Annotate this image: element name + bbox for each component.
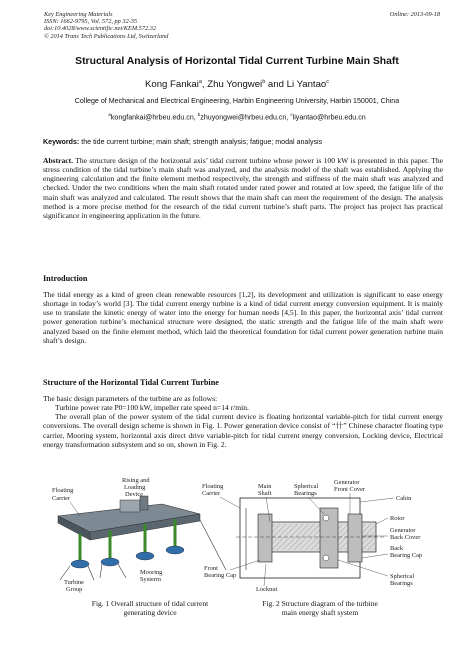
author-list: Kong Fankai$^a$, Zhu Yongwei$^b$ and Li Yantao$^c$ [144, 79, 330, 91]
abstract-label: Abstract. [43, 156, 73, 165]
structure-para-2: Turbine power rate P0=100 kW, impeller rate speed n=14 r/min. [55, 403, 249, 413]
structure-para-1: The basic design parameters of the turbine are as follows: [43, 394, 218, 403]
email-list: $^a$kongfankai@hrbeu.edu.cn, $^b$zhuyongwei@hrbeu.edu.cn, $^c$liyantao@hrbeu.edu.cn [108, 112, 366, 122]
label-cabin: Cabin [396, 495, 412, 502]
label-floating-carrier: Floating [202, 483, 224, 490]
affiliation: College of Mechanical and Electrical Engineering, Harbin Engineering University, Harbin 150001, China [74, 97, 400, 105]
structure-section [43, 394, 443, 449]
label-front-bearing-cap-2: Bearing Cap [204, 572, 237, 579]
author-name: Li Yantao [286, 79, 327, 91]
figure-1-caption-line-2: generating device [123, 608, 177, 617]
figure-2-caption [240, 599, 400, 617]
label-spherical-bearings-bottom: Spherical [390, 573, 415, 580]
copyright: © 2014 Trans Tech Publications Ltd, Switzerland [44, 32, 169, 40]
email-link[interactable]: zhuyongwei@hrbeu.edu.cn [200, 113, 287, 122]
label-generator-front-cover-2: Front Cover [334, 486, 366, 493]
shaft-drawing [236, 498, 384, 578]
label-turbine-group: Turbine [64, 579, 85, 586]
label-floating-carrier-2: Carrier [52, 495, 71, 502]
journal-header [44, 11, 440, 40]
email-link[interactable]: liyantao@hrbeu.edu.cn [292, 113, 366, 122]
author-name: Zhu Yongwei [207, 79, 263, 91]
label-generator-back-cover: Generator [390, 527, 416, 534]
email-sup: c [290, 112, 293, 117]
keywords [43, 138, 443, 146]
label-mooring-system: Mooring [140, 569, 163, 576]
label-rising-device: Rising and [122, 477, 150, 484]
keywords-label: Keywords: [43, 138, 80, 146]
label-floating-carrier-2: Carrier [202, 490, 221, 497]
structure-heading: Structure of the Horizontal Tidal Current Turbine [43, 378, 219, 387]
structure-para-3: The overall plan of the power system of the tidal current device is floating horizontal variable-pitch for tidal current energy conversions. The overall design scheme is shown in Fig. 1. Power generation device consist of “卄” Chinese character floating type carrier, Mooring system, horizontal axis direct drive variable-pitch for tidal current energy conversion, Locking device, Electrical energy transformation subsystem and so on, shown in Fig. 2. [43, 412, 443, 449]
author-sup: b [262, 79, 266, 85]
label-rising-device-3: Device [125, 491, 144, 498]
label-main-shaft-2: Shaft [258, 490, 272, 497]
issn: ISSN: 1662-9795, Vol. 572, pp 32-35 [44, 18, 138, 26]
label-floating-carrier: Floating [52, 487, 74, 494]
label-spherical-bearings-top-2: Bearings [294, 490, 317, 497]
keywords-text: the tide current turbine; main shaft; strength analysis; fatigue; modal analysis [81, 138, 323, 146]
label-spherical-bearings-bottom-2: Bearings [390, 580, 413, 587]
figure-2-caption-line-1: Fig. 2 Structure diagram of the turbine [262, 599, 378, 608]
label-main-shaft: Main [258, 483, 272, 490]
label-rising-device-2: Loading [124, 484, 146, 491]
doi: doi:10.4028/www.scientific.net/KEM.572.32 [44, 25, 156, 33]
figure-1-caption [80, 599, 220, 617]
label-spherical-bearings-top: Spherical [294, 483, 319, 490]
abstract [43, 156, 443, 220]
online-date: Online: 2013-09-18 [389, 11, 440, 18]
paper-title: Structural Analysis of Horizontal Tidal Current Turbine Main Shaft [75, 56, 399, 67]
label-generator-back-cover-2: Back Cover [390, 534, 421, 541]
introduction-text: The tidal energy as a kind of green clean renewable resources [1,2], its development and utilization is significant to ease energy shortage in today’s world [3]. The tidal current energy turbine is a kind of tidal current energy conversion equipment. It is mainly use to translate the kinetic energy of water into the energy for human needs [4,5]. In this paper, the horizontal axis’ tidal current power generation turbine’s mechanical structure were designed, the static strength and the fatigue life of the main shaft were analyzed based on the finite element method, which laid the theoretical foundation for tidal current power generation turbine main shaft’s design. [43, 290, 443, 345]
author-sup: a [198, 79, 202, 85]
author-sup: c [326, 79, 330, 85]
figure-1-caption-line-1: Fig. 1 Overall structure of tidal current [91, 599, 209, 608]
label-locknut: Locknut [256, 586, 278, 593]
figure-2-caption-line-2: main energy shaft system [281, 608, 359, 617]
label-back-bearing-cap-2: Bearing Cap [390, 552, 423, 559]
label-front-bearing-cap: Front [204, 565, 218, 572]
email-link[interactable]: kongfankai@hrbeu.edu.cn [110, 113, 194, 122]
journal-name: Key Engineering Materials [44, 11, 113, 18]
email-sup: b [197, 112, 201, 117]
label-rotor: Rotor [390, 515, 405, 522]
email-sup: a [108, 112, 111, 117]
label-back-bearing-cap: Back [390, 545, 404, 552]
label-generator-front-cover: Generator [334, 479, 360, 486]
abstract-text: The structure design of the horizontal axis’ tidal current turbine whose power is 100 kW is presented in this paper. The stress condition of the tidal turbine’s main shaft was analyzed, and the analysis model of the shaft was established. Applying the engineering calculation and the finite element method respectively, the strength and stiffness of the main shaft was analyzed and checked. Under the two conditions when the main shaft rotated under rated power and rotated at low speed, the fatigue life of the main shaft was analyzed and calculated. The result shows that the main shaft can meet the requirement of the design. The analysis method is a more precise method for the research of the tidal current turbine’s shaft parts. The project has project has practical significance in engineering application in the future. [43, 156, 443, 220]
introduction-heading: Introduction [43, 274, 88, 283]
label-mooring-system-2: Systerm [140, 576, 161, 583]
label-turbine-group-2: Group [66, 586, 83, 593]
figure-2-shaft-diagram [200, 474, 430, 596]
author-name: Kong Fankai [144, 79, 199, 91]
